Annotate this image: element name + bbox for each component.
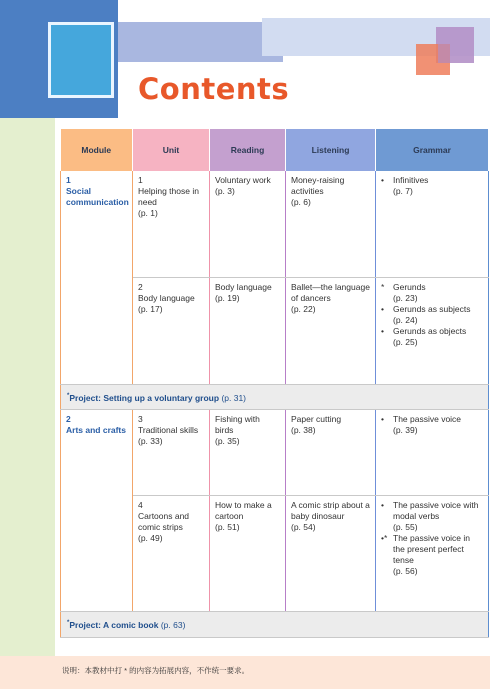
unit-title: Cartoons and comic strips [138,511,190,533]
listening-title: Paper cutting [291,414,342,425]
listening-cell [286,277,376,384]
project-label: Project: Setting up a voluntary group [69,392,220,403]
listening-page: (p. 38) [291,425,316,436]
unit-cell [133,277,210,384]
reading-cell [210,496,286,612]
grammar-page: (p. 55) [393,522,418,533]
unit-title: Traditional skills [138,425,199,436]
grammar-item [381,533,483,577]
project-page: (p. 63) [160,620,186,631]
module-number: 1 [66,175,71,185]
bullet-star-icon: •* [381,533,388,544]
reading-title: Body language [215,281,272,292]
project-label: Project: A comic book [69,620,159,631]
project-row [61,612,489,638]
bullet-icon: • [381,325,384,336]
bullet-icon: • [381,500,384,511]
listening-page: (p. 22) [291,303,316,314]
module-number: 2 [66,414,71,425]
table-row [61,171,489,277]
reading-title: How to make a cartoon [215,500,272,522]
header-decor-band [118,22,283,62]
grammar-text: The passive voice in the present perfect tense [393,533,471,566]
grammar-page: (p. 25) [393,336,418,347]
grammar-item [381,175,483,197]
reading-page: (p. 35) [215,436,240,447]
unit-cell [133,496,210,612]
unit-number: 2 [138,281,143,292]
decor-overlap-square [438,44,450,63]
grammar-text: The passive voice [393,414,462,425]
unit-title: Body language [138,292,195,303]
header-decor-square [48,22,114,98]
header-listening: Listening [286,129,376,171]
unit-number: 1 [138,175,143,185]
header-module: Module [61,129,133,171]
project-row [61,384,489,410]
listening-title: Money-raising activities [291,175,345,196]
grammar-page: (p. 7) [393,186,413,196]
unit-cell [133,410,210,496]
grammar-text: Gerunds as subjects [393,303,471,314]
header-row [61,129,489,171]
grammar-text: Gerunds as objects [393,325,467,336]
grammar-cell [376,277,489,384]
grammar-item [381,500,483,533]
page-title: Contents [138,72,290,106]
star-icon: * [381,281,385,292]
grammar-text: The passive voice with modal verbs [393,500,479,522]
project-cell [61,384,489,410]
bullet-icon: • [381,175,384,185]
reading-page: (p. 19) [215,292,240,303]
grammar-cell [376,496,489,612]
table-row [61,410,489,496]
unit-page: (p. 1) [138,208,158,218]
grammar-text: Infinitives [393,175,429,185]
grammar-cell [376,171,489,277]
listening-title: Ballet—the language of dancers [291,281,370,303]
grammar-item [381,304,483,326]
unit-page: (p. 17) [138,303,163,314]
reading-cell [210,410,286,496]
project-cell [61,612,489,638]
unit-page: (p. 49) [138,533,163,544]
reading-page: (p. 51) [215,522,240,533]
grammar-page: (p. 56) [393,566,418,577]
grammar-text: Gerunds [393,281,426,292]
grammar-item [381,282,483,304]
listening-page: (p. 6) [291,197,311,207]
module-name: Social communication [66,186,129,207]
unit-number: 4 [138,500,143,511]
grammar-page: (p. 23) [393,292,418,303]
unit-cell [133,171,210,277]
reading-title: Fishing with birds [215,414,260,436]
unit-number: 3 [138,414,143,425]
listening-cell [286,171,376,277]
header-unit: Unit [133,129,210,171]
project-page: (p. 31) [221,392,247,403]
contents-table [60,129,489,638]
left-decorative-strip [0,115,55,689]
unit-title: Helping those in need [138,186,199,207]
module-name: Arts and crafts [66,425,126,436]
reading-title: Voluntary work [215,175,271,185]
grammar-item [381,414,483,436]
listening-title: A comic strip about a baby dinosaur [291,500,370,522]
bullet-icon: • [381,303,384,314]
header-reading: Reading [210,129,286,171]
grammar-page: (p. 24) [393,314,418,325]
star-icon: * [67,620,70,627]
grammar-cell [376,410,489,496]
header-grammar: Grammar [376,129,489,171]
listening-cell [286,496,376,612]
module-cell [61,410,133,612]
listening-cell [286,410,376,496]
reading-cell [210,277,286,384]
grammar-item [381,326,483,348]
listening-page: (p. 54) [291,522,316,533]
star-icon: * [67,392,70,399]
unit-page: (p. 33) [138,436,163,447]
grammar-page: (p. 39) [393,425,418,436]
reading-cell [210,171,286,277]
module-cell [61,171,133,384]
bullet-icon: • [381,414,384,425]
reading-page: (p. 3) [215,186,235,196]
footnote: 说明：本教材中打 * 的内容为拓展内容，不作统一要求。 [62,666,250,675]
